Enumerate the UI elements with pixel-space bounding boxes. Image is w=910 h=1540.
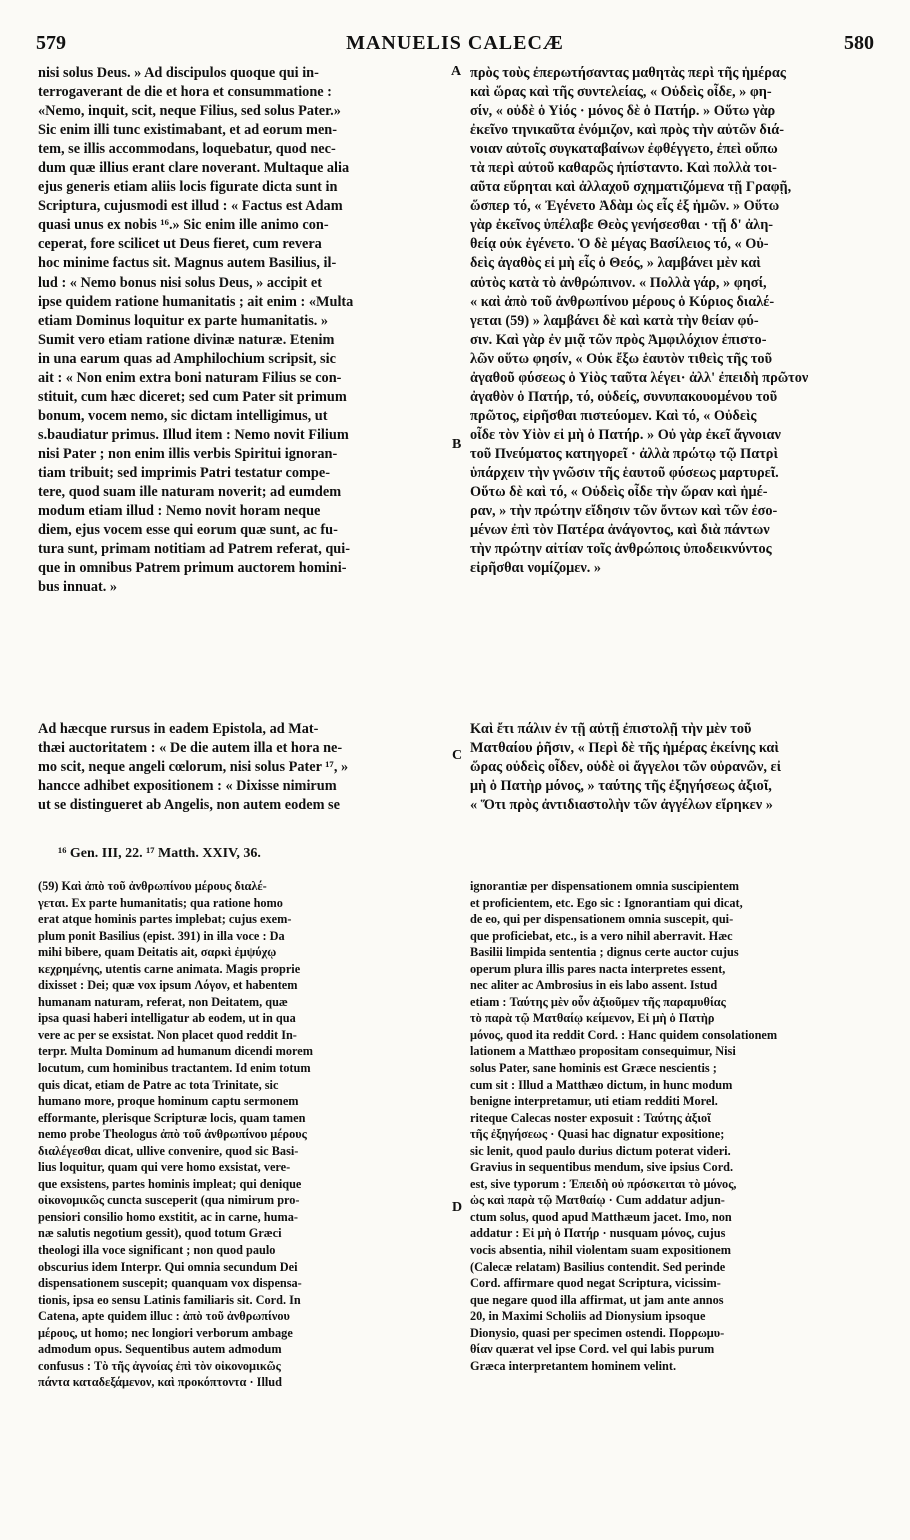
text-line: ὥσπερ τό, « Ἐγένετο Ἀδὰμ ὡς εἷς ἐξ ἡμῶν. » Οὕτω	[470, 198, 780, 215]
text-line: plum ponit Basilius (epist. 391) in illa voce : Da	[38, 928, 285, 943]
text-line: «Nemo, inquit, scit, neque Filius, sed solus Pater.»	[38, 103, 341, 120]
text-line: μένων ἐπὶ τὸν Πατέρα ἀνάγοντος, καὶ διὰ πάντων	[470, 522, 770, 539]
latin-column-top	[38, 64, 450, 711]
text-line: κεχρημένης, utentis carne animata. Magis proprie	[38, 961, 301, 976]
text-line: dispensationem suscepit; quanquam vox dispensa-	[38, 1276, 302, 1291]
text-line: λῶν οὕτω φησίν, « Οὐκ ἔξω ἑαυτὸν τιθεὶς τῆς τοῦ	[470, 350, 773, 367]
text-line: ut se distingueret ab Angelis, non autem eodem se	[38, 797, 340, 814]
text-line: nec aliter ac Ambrosius in eis labo assent. Istud	[470, 978, 718, 993]
text-line: Gravius in sequentibus mendum, sive ipsius Cord.	[470, 1160, 734, 1175]
running-title: MANUELIS CALECÆ	[346, 32, 564, 54]
text-line: τὴν πρώτην αἰτίαν τοῖς ἀνθρώποις ὑποδεικνύντος	[470, 541, 772, 558]
text-line: stituit, cum hæc diceret; sed cum Pater sit primum	[38, 388, 347, 405]
text-line: terrogaverant de die et hora et consummatione :	[38, 84, 332, 101]
text-line: que exsistens, partes hominis impleat; qui denique	[38, 1176, 302, 1191]
text-line: pensiori consilio homo exstitit, ac in carne, huma-	[38, 1209, 298, 1224]
text-line: ctum solus, quod apud Matthæum jacet. Imo, non	[470, 1209, 732, 1224]
page-header	[30, 22, 880, 62]
text-line: 20, in Maximi Scholiis ad Dionysium ipsoque	[470, 1309, 706, 1324]
text-line: αῦτα εὕρηται καὶ ἀλλαχοῦ σχηματιζόμενα τῇ Γραφῇ,	[470, 179, 792, 196]
text-line: τῆς ἐξηγήσεως · Quasi hac dignatur expositione;	[470, 1127, 725, 1142]
text-line: Sic enim illi tunc existimabant, et ad eorum men-	[38, 122, 338, 139]
text-line: nisi solus Deus. » Ad discipulos quoque qui in-	[38, 65, 319, 81]
margin-letter-a: A	[451, 64, 462, 79]
text-line: terpr. Multa Dominum ad humanum dicendi morem	[38, 1044, 313, 1059]
text-line: tionis, ipsa eo sensu Latinis familiaris sit. Cord. In	[38, 1292, 301, 1307]
text-line: est, sive typorum : Ἐπειδὴ οὐ πρόσκειται τὸ μόνος,	[470, 1176, 737, 1191]
text-line: ὡς καὶ παρὰ τῷ Ματθαίῳ · Cum addatur adjun-	[470, 1193, 725, 1208]
margin-letter-d: D	[452, 1200, 463, 1215]
text-line: μόνος, quod ita reddit Cord. : Hanc quidem consolationem	[470, 1027, 778, 1042]
text-line: Cord. affirmare quod negat Scriptura, vicissim-	[470, 1276, 721, 1291]
text-line: etiam Dominus loquitur ex parte humanitatis. »	[38, 312, 329, 329]
scripture-footnotes: ¹⁶ Gen. III, 22. ¹⁷ Matth. XXIV, 36.	[58, 846, 261, 861]
text-line: οἰκονομικῶς cuncta susceperit (qua nimirum pro-	[38, 1193, 300, 1208]
text-line: δεὶς ἀγαθὸς εἰ μὴ εἷς ὁ Θεός, » λαμβάνει μὲν καὶ	[470, 255, 761, 272]
text-line: καὶ ὥρας καὶ τῆς συντελείας, « Οὐδεὶς οἶδε, » φη-	[470, 84, 772, 101]
text-line: Καὶ ἔτι πάλιν ἐν τῇ αὐτῇ ἐπιστολῇ τὴν μὲν τοῦ	[470, 721, 752, 737]
text-line: que negare quod illa affirmat, ut jam ante annos	[470, 1292, 724, 1307]
text-line: Οὕτω δὲ καὶ τό, « Οὐδεὶς οἶδε τὴν ὥραν καὶ ἡμέ-	[470, 484, 768, 501]
text-line: locutum, cum hominibus tractantem. Id enim totum	[38, 1061, 311, 1076]
text-line: Dionysio, quasi per specimen ostendi. Πορρωμυ-	[470, 1325, 725, 1340]
text-line: Scriptura, cujusmodi est illud : « Factus est Adam	[38, 198, 343, 215]
margin-letter-b: B	[452, 437, 462, 452]
text-line: efformante, plerisque Scripturæ locis, quam tamen	[38, 1110, 306, 1125]
margin-letter-c: C	[452, 748, 463, 763]
text-line: (59) Καὶ ἀπὸ τοῦ ἀνθρωπίνου μέρους διαλέ-	[38, 879, 267, 893]
text-line: diem, ejus vocem esse qui eorum quæ sunt, ac fu-	[38, 522, 338, 539]
text-line: erat atque hominis partes implebat; cujus exem-	[38, 912, 292, 927]
text-line: ὥρας οὐδεὶς οἶδεν, οὐδὲ οἱ ἄγγελοι τῶν οὐρανῶν, εἰ	[470, 759, 782, 776]
text-line: Catena, apte quidem illuc : ἀπὸ τοῦ ἀνθρωπίνου	[38, 1309, 290, 1324]
text-line: οἶδε τὸν Υἱὸν εἰ μὴ ὁ Πατήρ. » Οὐ γὰρ ἐκεῖ ἄγνοιαν	[470, 426, 781, 443]
text-line: ραν, » τὴν πρώτην εἴδησιν τῶν ὄντων καὶ τῶν ἐσο-	[470, 503, 778, 520]
text-line: in una earum quas ad Amphilochium scripsit, sic	[38, 350, 336, 367]
text-line: modum etiam illud : Nemo novit horam neque	[38, 503, 321, 520]
text-line: γὰρ ἐκεῖνος ὑπέλαβε Θεὸς γενήσεσθαι · τῇ δ' ἀλη-	[470, 217, 774, 234]
text-line: etiam : Ταύτης μὲν οὖν ἀξιοῦμεν τῆς παραμυθίας	[470, 994, 726, 1009]
text-line: ignorantiæ per dispensationem omnia suscipientem	[470, 879, 739, 893]
text-line: quis dicat, etiam de Patre ac tota Trinitate, sic	[38, 1077, 279, 1092]
text-line: πρῶτος, εἰρῆσθαι πιστεύομεν. Καὶ τό, « Οὐδεὶς	[470, 407, 757, 424]
text-line: ipsa quasi haberi intelligatur ab eodem, ut in qua	[38, 1011, 296, 1026]
text-line: ἀγαθοῦ φύσεως ὁ Υἱὸς ταῦτα λέγει· ἀλλ' ἐπειδὴ πρῶτον	[470, 369, 809, 386]
text-line: bonum, vocem nemo, sic dictam intelligimus, ut	[38, 407, 328, 424]
text-line: διαλέγεσθαι dicat, ullive convenire, quod sic Basi-	[38, 1143, 299, 1158]
text-line: thæi auctoritatem : « De die autem illa et hora ne-	[38, 740, 343, 757]
text-line: admodum opus. Sequentibus autem admodum	[38, 1342, 282, 1357]
text-line: τὸ παρὰ τῷ Ματθαίῳ κείμενον, Εἰ μὴ ὁ Πατὴρ	[470, 1011, 715, 1026]
text-line: que in omnibus Patrem primum auctorem homini-	[38, 560, 347, 577]
text-line: quasi unus ex nobis ¹⁶.» Sic enim ille animo con-	[38, 217, 329, 234]
text-line: hancce adhibet expositionem : « Dixisse nimirum	[38, 778, 337, 795]
text-line: Ματθαίου ῥῆσιν, « Περὶ δὲ τῆς ἡμέρας ἐκείνης καὶ	[470, 740, 779, 757]
text-line: mihi bibere, quam Deitatis ait, σαρκὶ ἐμψύχῳ	[38, 945, 277, 960]
text-line: benigne interpretamur, uti etiam redditi Morel.	[470, 1094, 718, 1109]
text-line: Græca interpretantem hominem velint.	[470, 1358, 677, 1373]
text-line: ipse quidem ratione humanitatis ; ait enim : «Multa	[38, 293, 354, 310]
text-line: vocis absentia, nihil violentam suam expositionem	[470, 1243, 731, 1258]
text-line: que proficiebat, etc., is a vero nihil aberravit. Hæc	[470, 928, 733, 943]
text-line: obscurius idem Interpr. Qui omnia secundum Dei	[38, 1259, 298, 1274]
text-line: πρὸς τοὺς ἐπερωτήσαντας μαθητὰς περὶ τῆς ἡμέρας	[470, 65, 786, 81]
text-line: tiam tribuit; sed imprimis Patri testatur compe-	[38, 464, 330, 481]
text-line: σιν. Καὶ γὰρ ἐν μιᾷ τῶν πρὸς Ἀμφιλόχιον ἐπιστο-	[470, 331, 767, 348]
text-line: πάντα καταδεξάμενον, καὶ προκόπτοντα · Illud	[38, 1375, 282, 1390]
notes-column-left	[38, 878, 450, 1528]
text-line: ἐκεῖνο τηνικαῦτα ἐνόμιζον, καὶ πρὸς τὴν αὐτῶν διά-	[470, 122, 784, 139]
notes-column-right	[470, 878, 880, 1528]
text-line: humanam naturam, referat, non Deitatem, quæ	[38, 994, 288, 1009]
text-line: operum plura illis pares nacta interpretes essent,	[470, 961, 726, 976]
page-number-left: 579	[36, 32, 66, 54]
text-line: hoc minime factus sit. Magnus autem Basilius, il-	[38, 255, 337, 272]
text-line: riteque Calecas noster exposuit : Ταύτης ἀξιοῖ	[470, 1110, 711, 1125]
text-line: tura sunt, primam notitiam ad Patrem referat, qui-	[38, 541, 350, 558]
text-line: tem, se illis accommodans, loquebatur, quod nec-	[38, 141, 336, 158]
text-line: humano more, proque hominum captu sermonem	[38, 1094, 299, 1109]
text-line: vere ac per se exsistat. Non placet quod reddit In-	[38, 1027, 297, 1042]
text-line: Basilii limpida sententia ; dignus certe auctor cujus	[470, 945, 739, 960]
text-line: σίν, « οὐδὲ ὁ Υἱός · μόνος δὲ ὁ Πατήρ. » Οὕτω γὰρ	[470, 103, 776, 120]
text-line: lius loquitur, quam qui vere homo exsistat, vere-	[38, 1160, 291, 1175]
text-line: μέρους, ut homo; nec longiori verborum ambage	[38, 1325, 293, 1340]
text-line: τὰ περὶ αὐτοῦ καθαρῶς ἠπίσταντο. Καὶ πολλὰ τοι-	[470, 160, 777, 177]
text-line: « Ὅτι πρὸς ἀντιδιαστολὴν τῶν ἀγγέλων εἴρηκεν »	[470, 797, 773, 814]
text-line: confusus : Τὸ τῆς ἀγνοίας ἐπὶ τὸν οἰκονομικῶς	[38, 1358, 281, 1373]
text-line: de eo, qui per dispensationem omnia suscepit, qui-	[470, 912, 734, 927]
text-line: dixisset : Dei; quæ vox ipsum Λόγον, et habentem	[38, 978, 298, 993]
text-line: nisi Pater ; non enim illis verbis Spiritui ignoran-	[38, 445, 338, 462]
text-line: ὑπάρχειν τὴν γνῶσιν τῆς ἑαυτοῦ φύσεως μαρτυρεῖ.	[470, 464, 779, 481]
text-line: (Calecæ relatam) Basilius contendit. Sed perinde	[470, 1259, 726, 1274]
text-line: ceperat, fore scilicet ut Deus fieret, cum revera	[38, 236, 322, 253]
greek-column-top	[470, 64, 880, 692]
text-line: lud : « Nemo bonus nisi solus Deus, » accipit et	[38, 274, 322, 291]
text-line: εἰρῆσθαι νομίζομεν. »	[470, 560, 602, 577]
text-line: ait : « Non enim extra boni naturam Filius se con-	[38, 369, 342, 386]
text-line: θίαν quærat vel ipse Cord. vel qui labis purum	[470, 1342, 715, 1357]
text-line: solus Pater, sane hominis est Græce nescientis ;	[470, 1061, 717, 1076]
text-line: s.baudiatur primus. Illud item : Nemo novit Filium	[38, 426, 349, 443]
text-line: ejus generis etiam aliis locis figurate dicta sunt in	[38, 179, 338, 196]
greek-column-bottom	[470, 720, 880, 836]
text-line: γεται. Ex parte humanitatis; qua ratione homo	[38, 895, 283, 910]
text-line: dum quæ illius erant clare noverant. Multaque alia	[38, 160, 350, 177]
text-line: γεται (59) » λαμβάνει δὲ καὶ κατὰ τὴν θείαν φύ-	[470, 312, 759, 329]
text-line: sic lenit, quod paulo durius dictum poterat videri.	[470, 1143, 731, 1158]
text-line: et proficientem, etc. Ego sic : Ignorantiam qui dicat,	[470, 895, 743, 910]
latin-column-bottom	[38, 720, 450, 836]
text-line: μὴ ὁ Πατὴρ μόνος, » ταύτης τῆς ἐξηγήσεως ἀξιοῖ,	[470, 778, 772, 795]
page-number-right: 580	[844, 32, 874, 54]
text-line: θείᾳ οὐκ ἐγένετο. Ὁ δὲ μέγας Βασίλειος τό, « Οὐ-	[470, 236, 769, 253]
text-line: addatur : Εἰ μὴ ὁ Πατήρ · nusquam μόνος, cujus	[470, 1226, 726, 1241]
text-line: νοιαν αὐτοῖς συγκαταβαίνων ἐφθέγγετο, ἐπεὶ οὔπω	[470, 141, 778, 158]
text-line: αὐτὸς κατὰ τὸ ἀνθρώπινον. « Πολλὰ γάρ, » φησί,	[470, 274, 767, 291]
text-line: cum sit : Illud a Matthæo dictum, in hunc modum	[470, 1077, 733, 1092]
text-line: theologi illa voce significant ; non quod paulo	[38, 1243, 276, 1258]
text-line: ἀγαθὸν ὁ Πατήρ, τό, οὐδείς, συνυπακουομένου τοῦ	[470, 388, 778, 405]
text-line: nemo probe Theologus ἀπὸ τοῦ ἀνθρωπίνου μέρους	[38, 1127, 307, 1142]
text-line: bus innuat. »	[38, 579, 118, 596]
text-line: τοῦ Πνεύματος κατηγορεῖ · ἀλλὰ πρώτῳ τῷ Πατρὶ	[470, 445, 778, 462]
text-line: Sumit vero etiam ratione divinæ naturæ. Etenim	[38, 331, 335, 348]
text-line: næ salutis negotium gessit), quod totum Græci	[38, 1226, 282, 1241]
text-line: mo scit, neque angeli cœlorum, nisi solus Pater ¹⁷, »	[38, 759, 349, 776]
text-line: « καὶ ἀπὸ τοῦ ἀνθρωπίνου μέρους ὁ Κύριος διαλέ-	[470, 293, 775, 310]
text-line: Ad hæcque rursus in eadem Epistola, ad Mat-	[38, 721, 319, 737]
text-line: lationem a Matthæo propositam consequimur, Nisi	[470, 1044, 736, 1059]
text-line: tere, quod suam ille naturam noverit; ad eumdem	[38, 484, 342, 501]
